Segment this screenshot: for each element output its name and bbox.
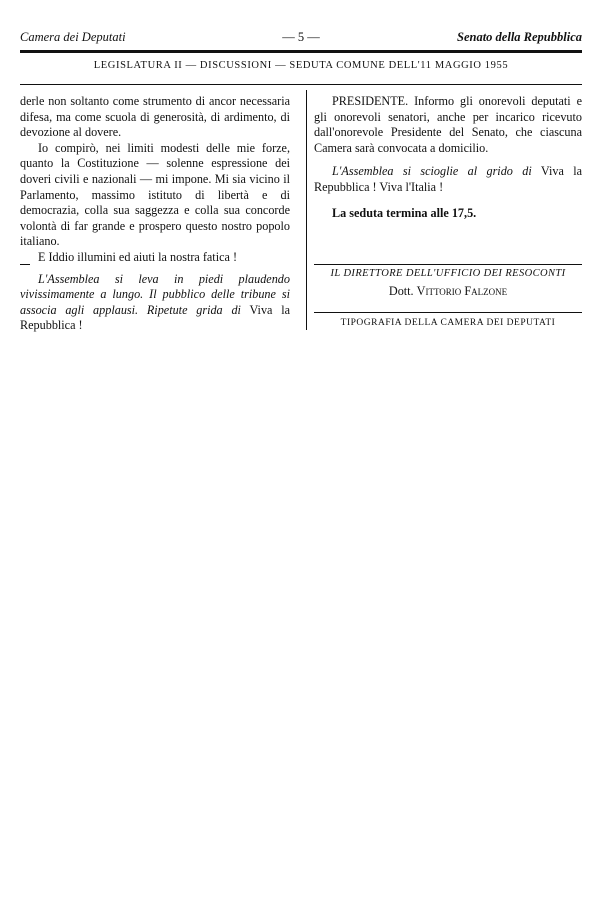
header-senate: Senato della Repubblica	[457, 30, 582, 44]
paragraph-president	[314, 94, 582, 156]
printer-imprint: TIPOGRAFIA DELLA CAMERA DEI DEPUTATI	[340, 318, 556, 328]
president-statement: Informo gli onorevoli deputati e gli onorevoli senatori, anche per incarico ricevuto dall'onorevole Presidente del Senato, che ciascuna Camera sarà convocata a domicilio.	[314, 94, 583, 155]
header-rule-thin	[20, 84, 582, 85]
paragraph-invocation: E Iddio illumini ed aiuti la nostra fatica !	[38, 249, 238, 264]
paragraph-oath: Io compirò, nei limiti modesti delle mie forze, quanto la Costituzione — solenne espressione dei doveri civili e nazionali — mi impone. Mi sia vicino il Parlamento, massimo istituto di libertà e di democrazia, colla sua saggezza e colla sua concorde volontà di far grande e prospero questo nostro popolo italiano.	[20, 140, 290, 249]
footer-rule-bottom	[314, 312, 582, 313]
right-column	[314, 94, 582, 221]
paragraph-continuation: derle non soltanto come strumento di ancor necessaria difesa, ma come scuola di generosità, di ardimento, di devozione al dovere.	[20, 94, 290, 140]
dismissal-description: L'Assemblea si scioglie al grido di	[332, 164, 532, 179]
running-header	[20, 30, 582, 50]
director-title: IL DIRETTORE DELL'UFFICIO DEI RESOCONTI	[330, 268, 566, 279]
separator-dash	[20, 266, 290, 272]
director-signature	[314, 284, 582, 299]
applause-di: di	[231, 302, 241, 317]
page-number: — 5 —	[282, 30, 320, 44]
column-divider	[306, 90, 307, 330]
speaker-label: PRESIDENTE.	[332, 94, 409, 108]
session-subheader: LEGISLATURA II — DISCUSSIONI — SEDUTA COMUNE DELL'11 MAGGIO 1955	[93, 60, 509, 71]
director-name: Vittorio Falzone	[416, 284, 508, 298]
paragraph-dismissal	[314, 164, 582, 195]
header-chamber: Camera dei Deputati	[20, 30, 126, 44]
applause-description: L'Assemblea si leva in piedi plaudendo vivissimamente a lungo. Il pubblico delle tribune si associa agli applausi. Ripetute grida	[20, 271, 290, 317]
session-end: La seduta termina alle 17,5.	[332, 205, 477, 220]
director-prefix: Dott.	[388, 284, 414, 298]
left-column	[20, 94, 290, 334]
footer-rule-top	[314, 264, 582, 265]
dismissal-cry: Viva la Repubblica ! Viva l'Italia !	[314, 164, 583, 194]
header-rule-thick	[20, 50, 582, 53]
applause-cry: Viva la Repubblica !	[20, 302, 291, 333]
paragraph-applause	[20, 272, 290, 334]
